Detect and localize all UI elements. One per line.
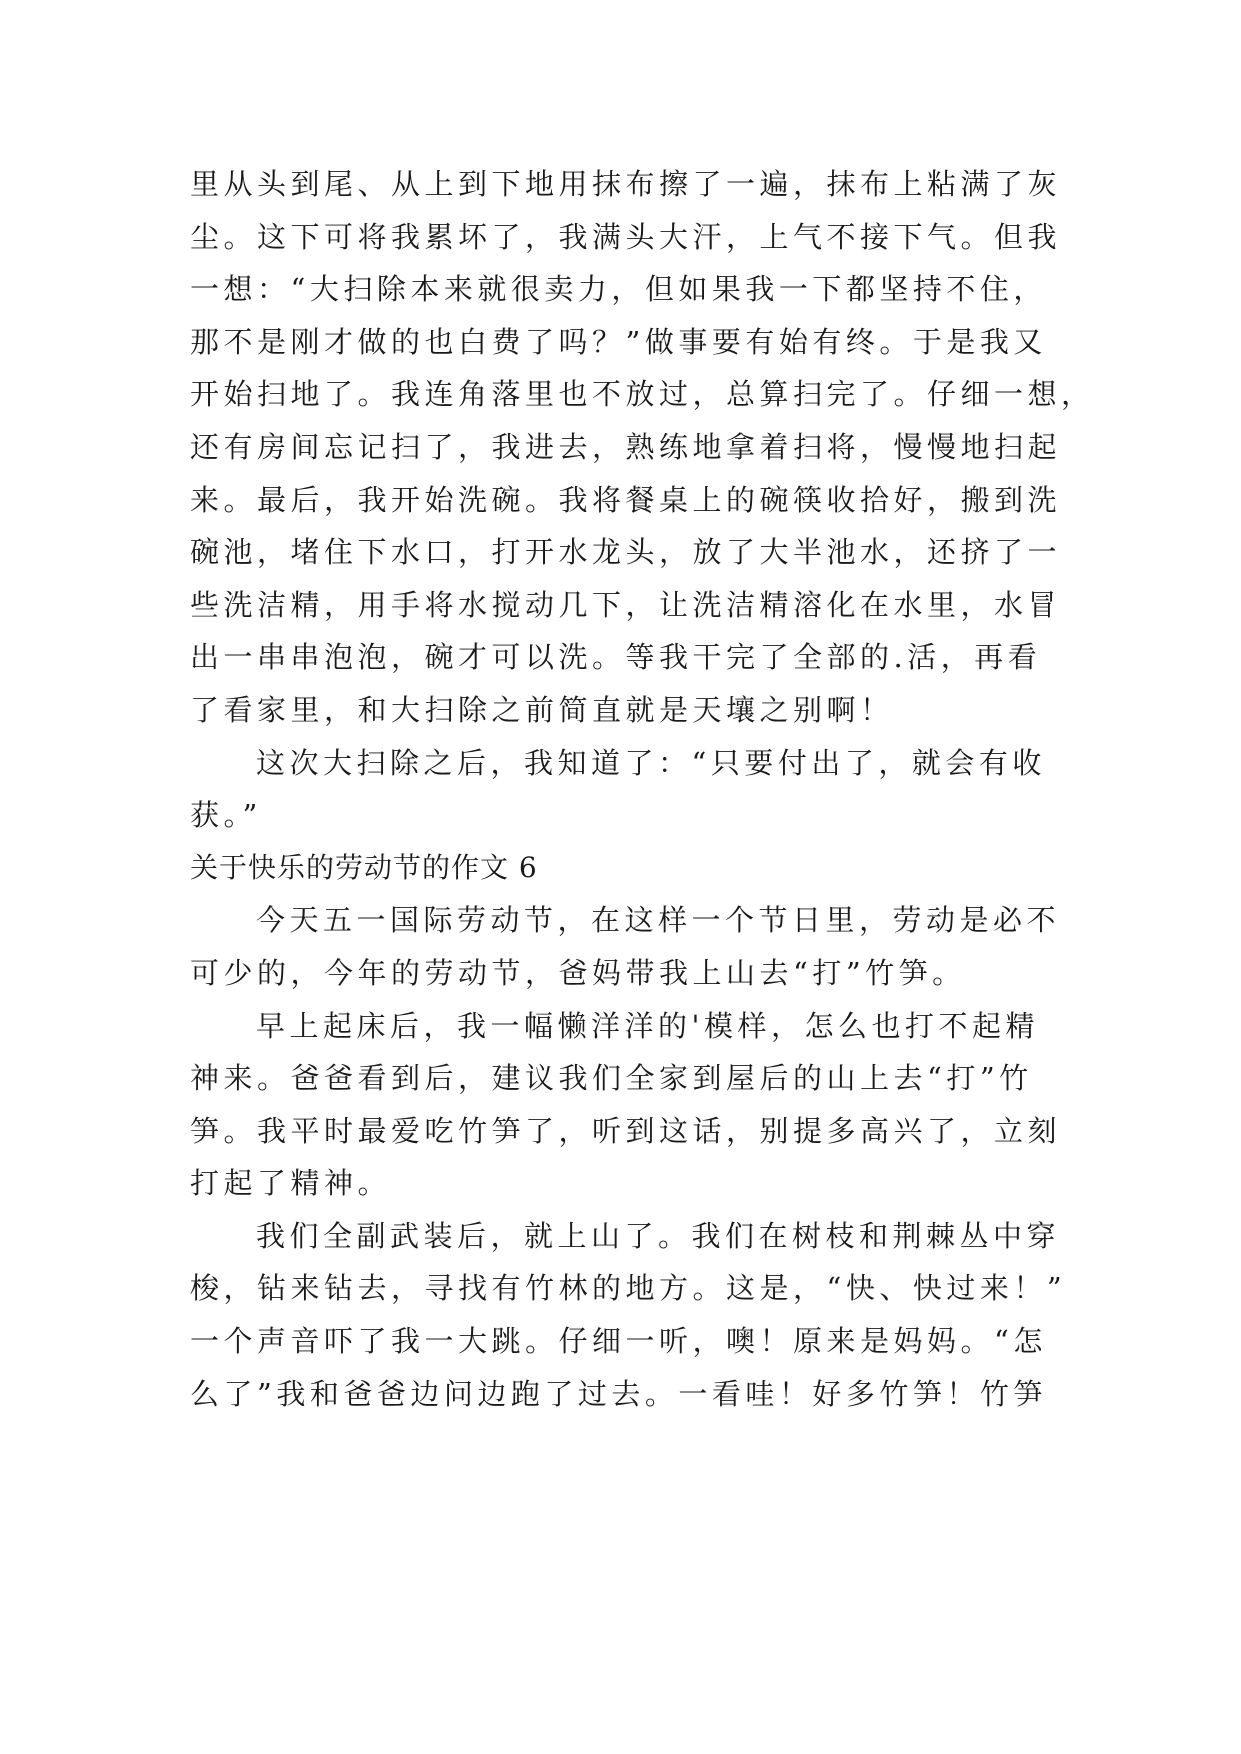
- text-line: 尘。这下可将我累坏了，我满头大汗，上气不接下气。但我: [190, 219, 1062, 254]
- text-line: 早上起床后，我一幅懒洋洋的'模样，怎么也打不起精: [256, 1008, 1039, 1043]
- text-line: 还有房间忘记扫了，我进去，熟练地拿着扫将，慢慢地扫起: [190, 429, 1062, 464]
- text-line: 碗池，堵住下水口，打开水龙头，放了大半池水，还挤了一: [190, 535, 1062, 570]
- text-line: 来。最后，我开始洗碗。我将餐桌上的碗筷收拾好，搬到洗: [190, 482, 1062, 517]
- text-line: 笋。我平时最爱吃竹笋了，听到这话，别提多高兴了，立刻: [190, 1113, 1062, 1148]
- text-line: 获。”: [190, 798, 262, 833]
- text-line: 里从头到尾、从上到下地用抹布擦了一遍，抹布上粘满了灰: [190, 167, 1062, 201]
- text-line: 可少的，今年的劳动节，爸妈带我上山去“打”竹笋。: [190, 955, 966, 990]
- text-line: 了看家里，和大扫除之前简直就是天壤之别啊！: [190, 692, 894, 727]
- text-line: 些洗洁精，用手将水搅动几下，让洗洁精溶化在水里，水冒: [190, 587, 1062, 622]
- text-line: 那不是刚才做的也白费了吗？”做事要有始有终。于是我又: [190, 324, 1047, 359]
- text-line: 打起了精神。: [190, 1166, 392, 1201]
- text-line: 我们全副武装后，就上山了。我们在树枝和荆棘丛中穿: [256, 1218, 1061, 1253]
- text-line: 么了”我和爸爸边问边跑了过去。一看哇！好多竹笋！竹笋: [190, 1376, 1047, 1411]
- text-line: 出一串串泡泡，碗才可以洗。等我干完了全部的.活，再看: [190, 640, 1042, 675]
- text-line: 神来。爸爸看到后，建议我们全家到屋后的山上去“打”竹: [190, 1061, 1033, 1096]
- text-line: 梭，钻来钻去，寻找有竹林的地方。这是，“快、快过来！”: [190, 1271, 1067, 1306]
- text-line: 一个声音吓了我一大跳。仔细一听，噢！原来是妈妈。“怎: [190, 1324, 1047, 1359]
- text-line: 今天五一国际劳动节，在这样一个节日里，劳动是必不: [256, 903, 1061, 938]
- document-body: [190, 158, 1095, 1420]
- section-heading: 关于快乐的劳动节的作文 6: [190, 850, 538, 884]
- text-line: 开始扫地了。我连角落里也不放过，总算扫完了。仔细一想，: [190, 377, 1095, 412]
- text-line: 这次大扫除之后，我知道了：“只要付出了，就会有收: [256, 745, 1046, 780]
- text-line: 一想：“大扫除本来就很卖力，但如果我一下都坚持不住，: [190, 272, 1047, 307]
